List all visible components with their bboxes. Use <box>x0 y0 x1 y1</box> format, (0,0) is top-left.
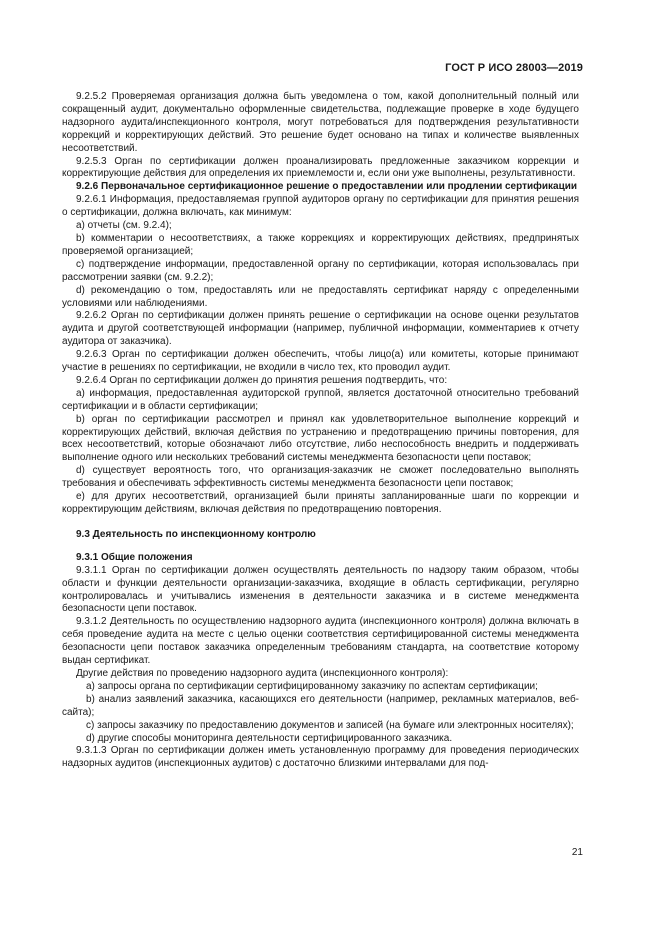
list-item: d) существует вероятность того, что организация-заказчик не сможет последовательно выполнять требования и обеспечивать эффективность системы менеджмента безопасности цепи поставок; <box>62 465 579 490</box>
paragraph: Другие действия по проведению надзорного аудита (инспекционного контроля): <box>76 667 449 679</box>
list-item: d) рекомендацию о том, предоставлять или не предоставлять сертификат наряду с определенными условиями или наблюдениями. <box>62 284 579 309</box>
list-item: a) отчеты (см. 9.2.4); <box>76 220 172 232</box>
document-code: ГОСТ Р ИСО 28003—2019 <box>445 62 583 74</box>
paragraph: 9.2.6.2 Орган по сертификации должен принять решение о сертификации на основе оценки результатов аудита и другой соответствующей информации (например, публичной информации, комментариев к отчету аудитора от заказчика). <box>62 310 579 348</box>
subsection-heading: 9.3.1 Общие положения <box>76 551 193 563</box>
list-item: e) для других несоответствий, организацией были приняты запланированные шаги по коррекции и корректирующим действиям, включая действия по предотвращению повторения. <box>62 491 579 515</box>
list-item: b) анализ заявлений заказчика, касающихся его деятельности (например, рекламных материалов, веб-сайта); <box>62 693 579 718</box>
paragraph: 9.3.1.3 Орган по сертификации должен иметь установленную программу для проведения периодических надзорных аудитов (инспекционных аудитов) с достаточно близкими интервалами для под- <box>62 745 579 770</box>
paragraph: 9.2.5.3 Орган по сертификации должен проанализировать предложенные заказчиком коррекции и корректирующие действия для определения их приемлемости и, если они уже выполнены, результативности. <box>62 155 579 180</box>
list-item: b) комментарии о несоответствиях, а также коррекциях и корректирующих действиях, предпринятых проверяемой организацией; <box>62 232 579 257</box>
list-item: c) подтверждение информации, предоставленной органу по сертификации, которая использовалась при рассмотрении заявки (см. 9.2.2); <box>62 258 579 283</box>
section-heading: 9.3 Деятельность по инспекционному контролю <box>76 528 316 540</box>
paragraph: 9.3.1.1 Орган по сертификации должен осуществлять деятельность по надзору таким образом, чтобы области и функции деятельности организации-заказчика, входящие в область сертификации, регулярно контролировалась и учитывались изменения в деятельности заказчика и в системе менеджмента безопасности цепи поставок. <box>62 564 579 615</box>
section-heading: 9.2.6 Первоначальное сертификационное решение о предоставлении или продлении сертификации <box>76 181 578 193</box>
paragraph: 9.3.1.2 Деятельность по осуществлению надзорного аудита (инспекционного контроля) должна включать в себя проведение аудита на месте с целью оценки соответствия сертифицированной системы менеджмента безопасности цепи поставок заказчика определенным требованиям стандарта, на соответствие которому выдан сертификат. <box>62 616 579 667</box>
list-item: b) орган по сертификации рассмотрел и принял как удовлетворительное выполнение коррекций и корректирующих действий, включая действия по устранению и предотвращению причины повторения, для всех несоответствий, которые обозначают либо отсутствие, либо неспособность внедрить и поддерживать выполнение одного или нескольких требований системы менеджмента безопасности цепи поставок; <box>62 413 579 464</box>
paragraph: 9.2.5.2 Проверяемая организация должна быть уведомлена о том, какой дополнительный полный или сокращенный аудит, документально оформленные свидетельства, подлежащие проверке в ходе будущего надзорного аудита/инспекционного контроля, могут потребоваться для подтверждения результативности коррекций и корректирующих действий. Это решение будет основано на типах и количестве выявленных несоответствий. <box>62 91 579 154</box>
paragraph: 9.2.6.3 Орган по сертификации должен обеспечить, чтобы лицо(а) или комитеты, которые принимают участие в решениях по сертификации, не входили в число тех, кто проводил аудит. <box>62 349 579 374</box>
page-body <box>62 91 579 771</box>
list-item: d) другие способы мониторинга деятельности сертифицированного заказчика. <box>86 732 453 744</box>
list-item: a) информация, предоставленная аудиторской группой, является достаточной относительно требований сертификации и в области сертификации; <box>62 387 579 412</box>
paragraph: 9.2.6.4 Орган по сертификации должен до принятия решения подтвердить, что: <box>76 374 448 386</box>
page-number: 21 <box>571 847 583 858</box>
list-item: c) запросы заказчику по предоставлению документов и записей (на бумаге или электронных носителях); <box>86 719 574 731</box>
list-item: a) запросы органа по сертификации сертифицированному заказчику по аспектам сертификации; <box>86 680 538 692</box>
paragraph: 9.2.6.1 Информация, предоставляемая группой аудиторов органу по сертификации для принятия решения о сертификации, должна включать, как минимум: <box>62 194 579 219</box>
